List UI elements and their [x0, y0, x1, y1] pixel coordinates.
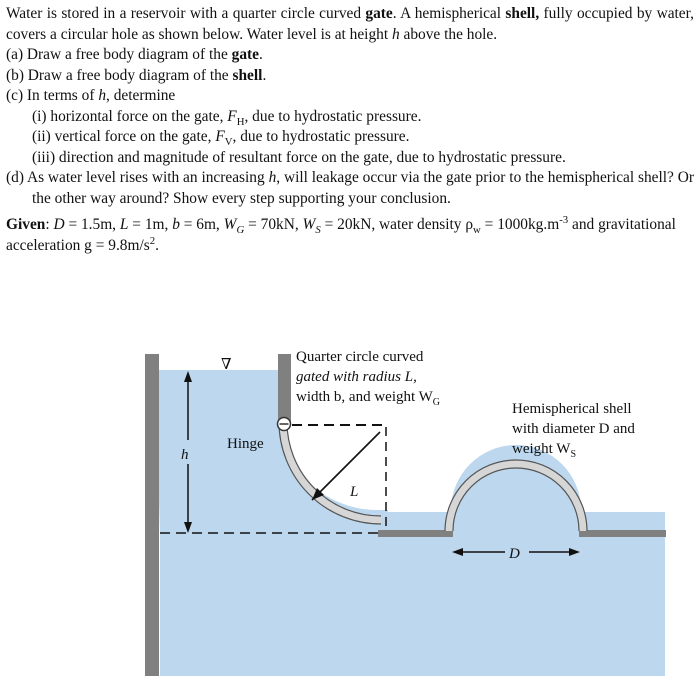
- problem-statement: [6, 4, 694, 256]
- floor-water-region: [388, 512, 665, 533]
- radius-l-label: L: [350, 484, 359, 500]
- question-c: (c) In terms of h, determine: [6, 87, 176, 104]
- question-c-iii: (iii) direction and magnitude of resultant force on the gate, due to hydrostatic pressure.: [32, 148, 566, 166]
- question-a: (a) Draw a free body diagram of the gate.: [6, 46, 263, 63]
- left-wall: [145, 354, 159, 676]
- water-surface-symbol: ∇: [221, 357, 232, 373]
- gate-caption-line-1: Quarter circle curved: [296, 349, 424, 365]
- gate-caption-line-2: gated with radius L,: [296, 369, 417, 385]
- shell-caption-line-2: with diameter D and: [512, 421, 635, 437]
- radius-arrow: [312, 432, 380, 500]
- gate-caption-subscript: G: [432, 397, 441, 408]
- problem-intro: Water is stored in a reservoir with a quarter circle curved gate. A hemispherical shell, fully occupied by water, covers a circular hole as shown below. Water level is at height h above the hole.: [6, 5, 694, 43]
- gate-support-wall: [278, 354, 291, 424]
- floor-right: [579, 530, 666, 537]
- gate-caption-line-3: width b, and weight W: [296, 389, 433, 405]
- floor-left: [378, 530, 453, 537]
- shell-caption-line-3: weight W: [512, 441, 571, 457]
- given-values: Given: D = 1.5m, L = 1m, b = 6m, $W_G = 70kN$, $W_S = 20kN$, water density $\rho_w = 1000kg.m^{-3}$ and gravitational acceleration $g = 9.8m/s^2$.: [6, 213, 676, 254]
- shell-caption-line-1: Hemispherical shell: [512, 401, 632, 417]
- hinge-label: Hinge: [227, 436, 264, 452]
- water-lower-region: [160, 533, 665, 676]
- diameter-d-label: D: [509, 546, 520, 562]
- shell-caption-subscript: S: [570, 449, 577, 460]
- shell-caption: [512, 401, 639, 460]
- gate-caption: [296, 349, 440, 408]
- question-c-ii: (ii) vertical force on the gate, $F_V$, due to hydrostatic pressure.: [32, 128, 410, 149]
- reservoir-diagram: [0, 340, 700, 676]
- h-label: h: [181, 447, 189, 463]
- question-b: (b) Draw a free body diagram of the shell.: [6, 66, 267, 84]
- question-d: (d) As water level rises with an increasing h, will leakage occur via the gate prior to the hemispherical shell? Or the other way around? Show every step supporting your conclusion.: [6, 169, 694, 207]
- question-c-i: (i) horizontal force on the gate, $F_H$, due to hydrostatic pressure.: [32, 107, 422, 128]
